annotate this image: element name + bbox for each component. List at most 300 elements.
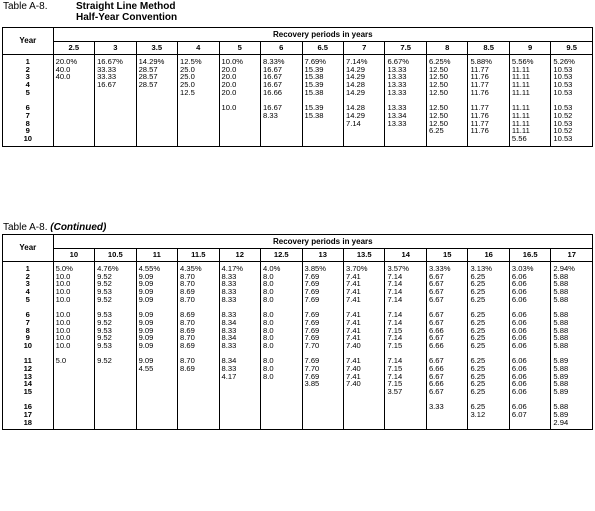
rate-column bbox=[136, 262, 177, 430]
rate-value: 10.52 bbox=[553, 126, 573, 136]
column-header: 3.5 bbox=[136, 42, 177, 55]
year-header: Year bbox=[3, 28, 54, 55]
column-header: 8.5 bbox=[468, 42, 509, 55]
rate-value: 6.25 bbox=[470, 379, 486, 389]
column-header: 6.5 bbox=[302, 42, 343, 55]
column-header: 10.5 bbox=[95, 249, 136, 262]
rate-value: 9.09 bbox=[138, 317, 154, 327]
column-header: 9.5 bbox=[551, 42, 593, 55]
rate-value: 7.69 bbox=[304, 294, 320, 304]
rate-value: 7.41 bbox=[345, 279, 361, 289]
rate-column bbox=[509, 262, 550, 430]
column-header: 8 bbox=[426, 42, 467, 55]
rate-value: 5.0% bbox=[55, 264, 73, 273]
rate-value: 8.0 bbox=[263, 325, 274, 335]
column-header: 6 bbox=[261, 42, 302, 55]
rate-column bbox=[178, 55, 219, 147]
rate-value: 14.28 bbox=[345, 80, 365, 90]
rate-value: 7.41 bbox=[345, 294, 361, 304]
year-label: 16 bbox=[23, 402, 33, 412]
column-header: 10 bbox=[53, 249, 94, 262]
rate-value: 8.69 bbox=[180, 340, 195, 350]
rate-value: 9.09 bbox=[138, 287, 154, 297]
column-header: 12 bbox=[219, 249, 260, 262]
rate-value: 11.76 bbox=[470, 126, 489, 136]
rate-value: 5.88 bbox=[553, 271, 569, 281]
table1-title-line2: Half-Year Convention bbox=[76, 12, 178, 23]
rate-value: 11.76 bbox=[470, 87, 489, 97]
rate-value: 20.0 bbox=[221, 64, 237, 74]
rate-value: 5.89 bbox=[553, 387, 569, 396]
rate-value: 8.69 bbox=[180, 310, 195, 320]
rate-value: 6.06 bbox=[511, 402, 527, 412]
rate-value: 6.25 bbox=[470, 271, 486, 281]
rate-value: 11.11 bbox=[511, 118, 530, 128]
rate-value: 6.67% bbox=[387, 57, 410, 66]
rate-value: 6.06 bbox=[511, 379, 527, 389]
rate-value: 11.77 bbox=[470, 118, 489, 128]
rate-value: 6.25 bbox=[470, 340, 486, 350]
rate-value: 3.33 bbox=[428, 402, 444, 412]
rate-column bbox=[426, 262, 467, 430]
rate-value: 8.69 bbox=[180, 363, 195, 373]
column-header: 16 bbox=[468, 249, 509, 262]
rate-value: 7.70 bbox=[304, 340, 320, 350]
rate-value: 16.67 bbox=[97, 80, 117, 90]
rate-value: 8.34 bbox=[221, 356, 237, 366]
rate-value: 9.09 bbox=[138, 340, 154, 350]
year-label: 14 bbox=[23, 379, 33, 389]
rate-value: 7.14 bbox=[387, 371, 403, 381]
rate-value: 25.0 bbox=[180, 80, 195, 90]
rate-value: 10.0 bbox=[55, 317, 71, 327]
rate-value: 6.25 bbox=[470, 363, 486, 373]
rate-value: 7.40 bbox=[345, 379, 361, 389]
rate-value: 6.06 bbox=[511, 279, 527, 289]
rate-column bbox=[509, 55, 550, 147]
column-header: 13.5 bbox=[343, 249, 384, 262]
rate-value: 5.88 bbox=[553, 333, 569, 343]
rate-column bbox=[302, 55, 343, 147]
rate-value: 7.15 bbox=[387, 379, 403, 389]
table1-label: Table A-8. bbox=[3, 1, 48, 12]
year-label: 6 bbox=[25, 310, 30, 320]
rate-value: 6.25 bbox=[470, 356, 486, 366]
rate-value: 8.33 bbox=[221, 340, 237, 350]
rate-value: 14.29 bbox=[345, 87, 365, 97]
rate-value: 6.25 bbox=[470, 325, 486, 335]
rate-column bbox=[95, 55, 136, 147]
rate-value: 9.52 bbox=[97, 317, 112, 327]
rate-value: 7.69 bbox=[304, 325, 320, 335]
rate-value: 6.25% bbox=[428, 57, 451, 66]
rate-value: 8.34 bbox=[221, 317, 237, 327]
year-label: 5 bbox=[25, 87, 30, 97]
rate-value: 6.25 bbox=[470, 402, 486, 412]
rate-column bbox=[302, 262, 343, 430]
rate-value: 13.33 bbox=[387, 118, 407, 128]
rate-value: 8.70 bbox=[180, 294, 195, 304]
rate-column bbox=[219, 262, 260, 430]
rate-value: 9.53 bbox=[97, 287, 112, 297]
rate-value: 6.25 bbox=[470, 294, 486, 304]
rate-value: 8.0 bbox=[263, 363, 274, 373]
rate-value: 11.11 bbox=[511, 103, 530, 113]
rate-value: 5.88 bbox=[553, 310, 569, 320]
rate-value: 6.67 bbox=[428, 371, 444, 381]
rate-value: 20.0% bbox=[55, 57, 78, 66]
rate-value: 15.38 bbox=[304, 110, 324, 120]
rate-value: 8.0 bbox=[263, 294, 274, 304]
rate-column bbox=[385, 262, 426, 430]
rate-value: 8.0 bbox=[263, 310, 274, 320]
rate-value: 9.09 bbox=[138, 271, 154, 281]
rate-value: 12.50 bbox=[428, 72, 448, 82]
rate-value: 6.67 bbox=[428, 317, 444, 327]
rate-value: 20.0 bbox=[221, 87, 237, 97]
year-label: 4 bbox=[25, 80, 30, 90]
rate-value: 10.53 bbox=[553, 133, 573, 143]
rate-value: 28.57 bbox=[138, 80, 158, 90]
rate-value: 6.06 bbox=[511, 287, 527, 297]
rate-value: 8.70 bbox=[180, 356, 195, 366]
year-label: 15 bbox=[23, 387, 33, 396]
year-label: 4 bbox=[25, 287, 30, 297]
rate-value: 6.06 bbox=[511, 271, 527, 281]
rate-value: 7.41 bbox=[345, 333, 361, 343]
year-label: 18 bbox=[23, 417, 33, 427]
rate-value: 10.0 bbox=[55, 271, 71, 281]
rate-value: 13.33 bbox=[387, 80, 407, 90]
rate-value: 5.88 bbox=[553, 402, 569, 412]
rate-value: 33.33 bbox=[97, 64, 117, 74]
rate-value: 6.25 bbox=[470, 279, 486, 289]
rate-value: 4.55 bbox=[138, 363, 154, 373]
rate-value: 6.25 bbox=[470, 371, 486, 381]
rate-value: 7.41 bbox=[345, 356, 361, 366]
rate-value: 6.25 bbox=[428, 126, 444, 136]
column-header: 12.5 bbox=[261, 249, 302, 262]
year-label: 12 bbox=[23, 363, 33, 373]
rate-value: 7.40 bbox=[345, 363, 361, 373]
rate-value: 11.76 bbox=[470, 72, 489, 82]
rate-value: 5.88 bbox=[553, 325, 569, 335]
rate-value: 6.06 bbox=[511, 371, 527, 381]
rate-value: 5.88% bbox=[470, 57, 492, 66]
rate-value: 16.67 bbox=[263, 72, 283, 82]
rate-value: 5.56% bbox=[511, 57, 534, 66]
year-label: 17 bbox=[23, 410, 33, 420]
rate-value: 5.89 bbox=[553, 410, 569, 420]
year-label: 1 bbox=[25, 57, 30, 66]
rate-value: 10.53 bbox=[553, 80, 573, 90]
rate-value: 5.88 bbox=[553, 379, 569, 389]
rate-value: 6.06 bbox=[511, 325, 527, 335]
rate-value: 6.67 bbox=[428, 287, 444, 297]
rate-column bbox=[343, 262, 384, 430]
year-label: 3 bbox=[25, 72, 30, 82]
rate-value: 12.50 bbox=[428, 80, 448, 90]
rate-value: 8.33 bbox=[221, 279, 237, 289]
rate-value: 5.88 bbox=[553, 363, 569, 373]
rate-value: 11.77 bbox=[470, 103, 489, 113]
rate-value: 25.0 bbox=[180, 72, 195, 82]
rate-value: 12.50 bbox=[428, 118, 448, 128]
rate-value: 8.0 bbox=[263, 333, 274, 343]
column-header: 14 bbox=[385, 249, 426, 262]
rate-value: 10.0 bbox=[55, 287, 71, 297]
rate-value: 10.52 bbox=[553, 110, 573, 120]
rate-value: 9.53 bbox=[97, 325, 112, 335]
rate-value: 7.14 bbox=[387, 310, 403, 320]
year-label: 2 bbox=[25, 271, 30, 281]
rate-value: 6.25 bbox=[470, 317, 486, 327]
rate-value: 6.67 bbox=[428, 356, 444, 366]
rate-value: 12.5 bbox=[180, 87, 195, 97]
rate-value: 7.41 bbox=[345, 317, 361, 327]
year-label: 8 bbox=[25, 325, 30, 335]
rate-value: 16.67 bbox=[263, 103, 283, 113]
rate-value: 10.0 bbox=[55, 294, 71, 304]
rate-value: 3.57 bbox=[387, 387, 403, 396]
rate-value: 4.35% bbox=[180, 264, 202, 273]
rate-value: 11.11 bbox=[511, 80, 530, 90]
rate-value: 11.11 bbox=[511, 126, 530, 136]
rate-value: 7.14 bbox=[387, 271, 403, 281]
rate-value: 7.69 bbox=[304, 287, 320, 297]
rate-value: 14.29% bbox=[138, 57, 165, 66]
rate-value: 10.53 bbox=[553, 72, 573, 82]
rate-value: 6.25 bbox=[470, 333, 486, 343]
rate-value: 20.0 bbox=[221, 80, 237, 90]
rate-value: 8.70 bbox=[180, 317, 195, 327]
year-label: 11 bbox=[23, 356, 32, 366]
rate-value: 7.14 bbox=[387, 294, 403, 304]
year-label: 13 bbox=[23, 371, 33, 381]
rate-value: 7.69 bbox=[304, 356, 320, 366]
rate-value: 5.88 bbox=[553, 279, 569, 289]
rate-value: 8.33 bbox=[221, 325, 237, 335]
rate-column bbox=[95, 262, 136, 430]
rate-value: 10.0% bbox=[221, 57, 244, 66]
rate-value: 10.53 bbox=[553, 103, 573, 113]
rate-value: 15.39 bbox=[304, 103, 324, 113]
rate-value: 3.70% bbox=[345, 264, 368, 273]
rate-value: 6.67 bbox=[428, 333, 444, 343]
rate-value: 7.15 bbox=[387, 325, 403, 335]
column-header: 13 bbox=[302, 249, 343, 262]
rate-column bbox=[219, 55, 260, 147]
rate-value: 8.0 bbox=[263, 287, 274, 297]
rate-value: 7.69 bbox=[304, 310, 320, 320]
rate-value: 15.38 bbox=[304, 87, 324, 97]
rate-value: 7.41 bbox=[345, 310, 361, 320]
rate-value: 7.70 bbox=[304, 363, 320, 373]
rate-value: 12.50 bbox=[428, 87, 448, 97]
table2-continued: (Continued) bbox=[50, 222, 107, 233]
rate-value: 16.67 bbox=[263, 64, 283, 74]
rate-value: 16.67 bbox=[263, 80, 283, 90]
rate-column bbox=[468, 55, 509, 147]
rate-value: 9.09 bbox=[138, 294, 154, 304]
rate-value: 9.09 bbox=[138, 325, 154, 335]
rate-value: 11.11 bbox=[511, 87, 530, 97]
rate-value: 12.5% bbox=[180, 57, 202, 66]
rate-value: 5.88 bbox=[553, 294, 569, 304]
rate-value: 9.09 bbox=[138, 279, 154, 289]
rate-value: 6.67 bbox=[428, 387, 444, 396]
column-header: 7 bbox=[343, 42, 384, 55]
rate-column bbox=[385, 55, 426, 147]
rate-value: 6.06 bbox=[511, 356, 527, 366]
rate-value: 40.0 bbox=[55, 72, 71, 82]
rate-value: 5.88 bbox=[553, 317, 569, 327]
rate-value: 6.66 bbox=[428, 379, 444, 389]
rate-value: 6.06 bbox=[511, 294, 527, 304]
column-header: 7.5 bbox=[385, 42, 426, 55]
rate-column bbox=[343, 55, 384, 147]
rate-value: 8.0 bbox=[263, 356, 274, 366]
rate-value: 7.14 bbox=[387, 317, 403, 327]
rate-value: 14.29 bbox=[345, 72, 365, 82]
year-label: 7 bbox=[25, 110, 30, 120]
rate-value: 13.33 bbox=[387, 87, 407, 97]
table1-title-line1: Straight Line Method bbox=[76, 1, 176, 12]
column-header: 15 bbox=[426, 249, 467, 262]
rate-column bbox=[178, 262, 219, 430]
rate-value: 15.39 bbox=[304, 64, 324, 74]
rate-value: 7.14 bbox=[387, 356, 403, 366]
rate-value: 10.53 bbox=[553, 87, 573, 97]
rate-column bbox=[426, 55, 467, 147]
recovery-periods-header: Recovery periods in years bbox=[53, 235, 592, 249]
rate-value: 10.0 bbox=[55, 279, 71, 289]
rate-value: 6.66 bbox=[428, 363, 444, 373]
rate-value: 8.69 bbox=[180, 325, 195, 335]
rate-value: 5.26% bbox=[553, 57, 575, 66]
rate-value: 3.57% bbox=[387, 264, 410, 273]
column-header: 9 bbox=[509, 42, 550, 55]
rate-value: 9.09 bbox=[138, 356, 154, 366]
rate-value: 33.33 bbox=[97, 72, 117, 82]
rate-value: 6.06 bbox=[511, 340, 527, 350]
rate-value: 14.29 bbox=[345, 110, 365, 120]
table2-caption-text bbox=[3, 222, 106, 233]
rate-value: 13.33 bbox=[387, 72, 407, 82]
rate-value: 13.33 bbox=[387, 64, 407, 74]
rate-value: 8.70 bbox=[180, 271, 195, 281]
rate-value: 9.53 bbox=[97, 340, 112, 350]
rate-value: 28.57 bbox=[138, 64, 158, 74]
rate-value: 7.69% bbox=[304, 57, 327, 66]
rate-value: 5.89 bbox=[553, 356, 569, 366]
rate-value: 12.50 bbox=[428, 103, 448, 113]
year-label: 6 bbox=[25, 103, 30, 113]
rate-value: 3.33% bbox=[428, 264, 451, 273]
rate-value: 12.50 bbox=[428, 110, 448, 120]
rate-value: 9.09 bbox=[138, 310, 154, 320]
rate-column bbox=[53, 55, 94, 147]
table2-label: Table A-8. bbox=[3, 222, 48, 233]
year-label: 9 bbox=[25, 126, 30, 136]
rate-value: 4.0% bbox=[263, 264, 281, 273]
rate-value: 13.33 bbox=[387, 103, 407, 113]
rate-value: 16.66 bbox=[263, 87, 283, 97]
rate-value: 6.07 bbox=[511, 410, 527, 420]
rate-value: 7.41 bbox=[345, 325, 361, 335]
rate-value: 15.39 bbox=[304, 80, 324, 90]
rate-value: 6.06 bbox=[511, 363, 527, 373]
depreciation-table-2 bbox=[2, 234, 593, 430]
rate-value: 15.38 bbox=[304, 72, 324, 82]
rate-value: 20.0 bbox=[221, 72, 237, 82]
rate-value: 5.56 bbox=[511, 133, 527, 143]
rate-value: 7.69 bbox=[304, 279, 320, 289]
rate-value: 8.70 bbox=[180, 333, 195, 343]
rate-value: 9.52 bbox=[97, 271, 112, 281]
rate-value: 6.06 bbox=[511, 333, 527, 343]
rate-value: 7.40 bbox=[345, 340, 361, 350]
rate-column bbox=[261, 55, 302, 147]
rate-value: 25.0 bbox=[180, 64, 195, 74]
year-label: 5 bbox=[25, 294, 30, 304]
rate-value: 7.69 bbox=[304, 271, 320, 281]
rate-column bbox=[468, 262, 509, 430]
rate-value: 9.52 bbox=[97, 279, 112, 289]
rate-value: 6.66 bbox=[428, 340, 444, 350]
rate-value: 7.69 bbox=[304, 371, 320, 381]
rate-value: 4.17 bbox=[221, 371, 237, 381]
year-label: 10 bbox=[23, 340, 33, 350]
rate-value: 11.77 bbox=[470, 80, 489, 90]
rate-value: 11.77 bbox=[470, 64, 489, 74]
rate-value: 7.69 bbox=[304, 317, 320, 327]
rate-value: 6.06 bbox=[511, 387, 527, 396]
year-label: 9 bbox=[25, 333, 30, 343]
column-header: 5 bbox=[219, 42, 260, 55]
rate-value: 8.33 bbox=[221, 287, 237, 297]
rate-value: 2.94% bbox=[553, 264, 575, 273]
rate-value: 8.0 bbox=[263, 371, 274, 381]
rate-value: 6.25 bbox=[470, 287, 486, 297]
year-label: 3 bbox=[25, 279, 30, 289]
rate-value: 8.0 bbox=[263, 317, 274, 327]
rate-value: 9.09 bbox=[138, 333, 154, 343]
rate-value: 7.69 bbox=[304, 333, 320, 343]
rate-value: 6.67 bbox=[428, 294, 444, 304]
rate-value: 7.14 bbox=[387, 333, 403, 343]
rate-value: 8.33 bbox=[263, 110, 278, 120]
column-header: 4 bbox=[178, 42, 219, 55]
rate-value: 3.85 bbox=[304, 379, 320, 389]
column-header: 17 bbox=[551, 249, 593, 262]
rate-value: 8.70 bbox=[180, 279, 195, 289]
column-header: 16.5 bbox=[509, 249, 550, 262]
rate-value: 10.53 bbox=[553, 64, 573, 74]
table1-title bbox=[76, 1, 177, 23]
rate-value: 3.13% bbox=[470, 264, 492, 273]
rate-value: 5.88 bbox=[553, 340, 569, 350]
rate-value: 16.67% bbox=[97, 57, 123, 66]
year-column bbox=[3, 55, 54, 147]
table1-caption bbox=[3, 1, 303, 25]
year-label: 1 bbox=[25, 264, 30, 273]
rate-value: 2.94 bbox=[553, 417, 569, 427]
year-label: 8 bbox=[25, 118, 30, 128]
rate-value: 7.14% bbox=[345, 57, 368, 66]
rate-value: 8.34 bbox=[221, 333, 237, 343]
rate-value: 40.0 bbox=[55, 64, 71, 74]
